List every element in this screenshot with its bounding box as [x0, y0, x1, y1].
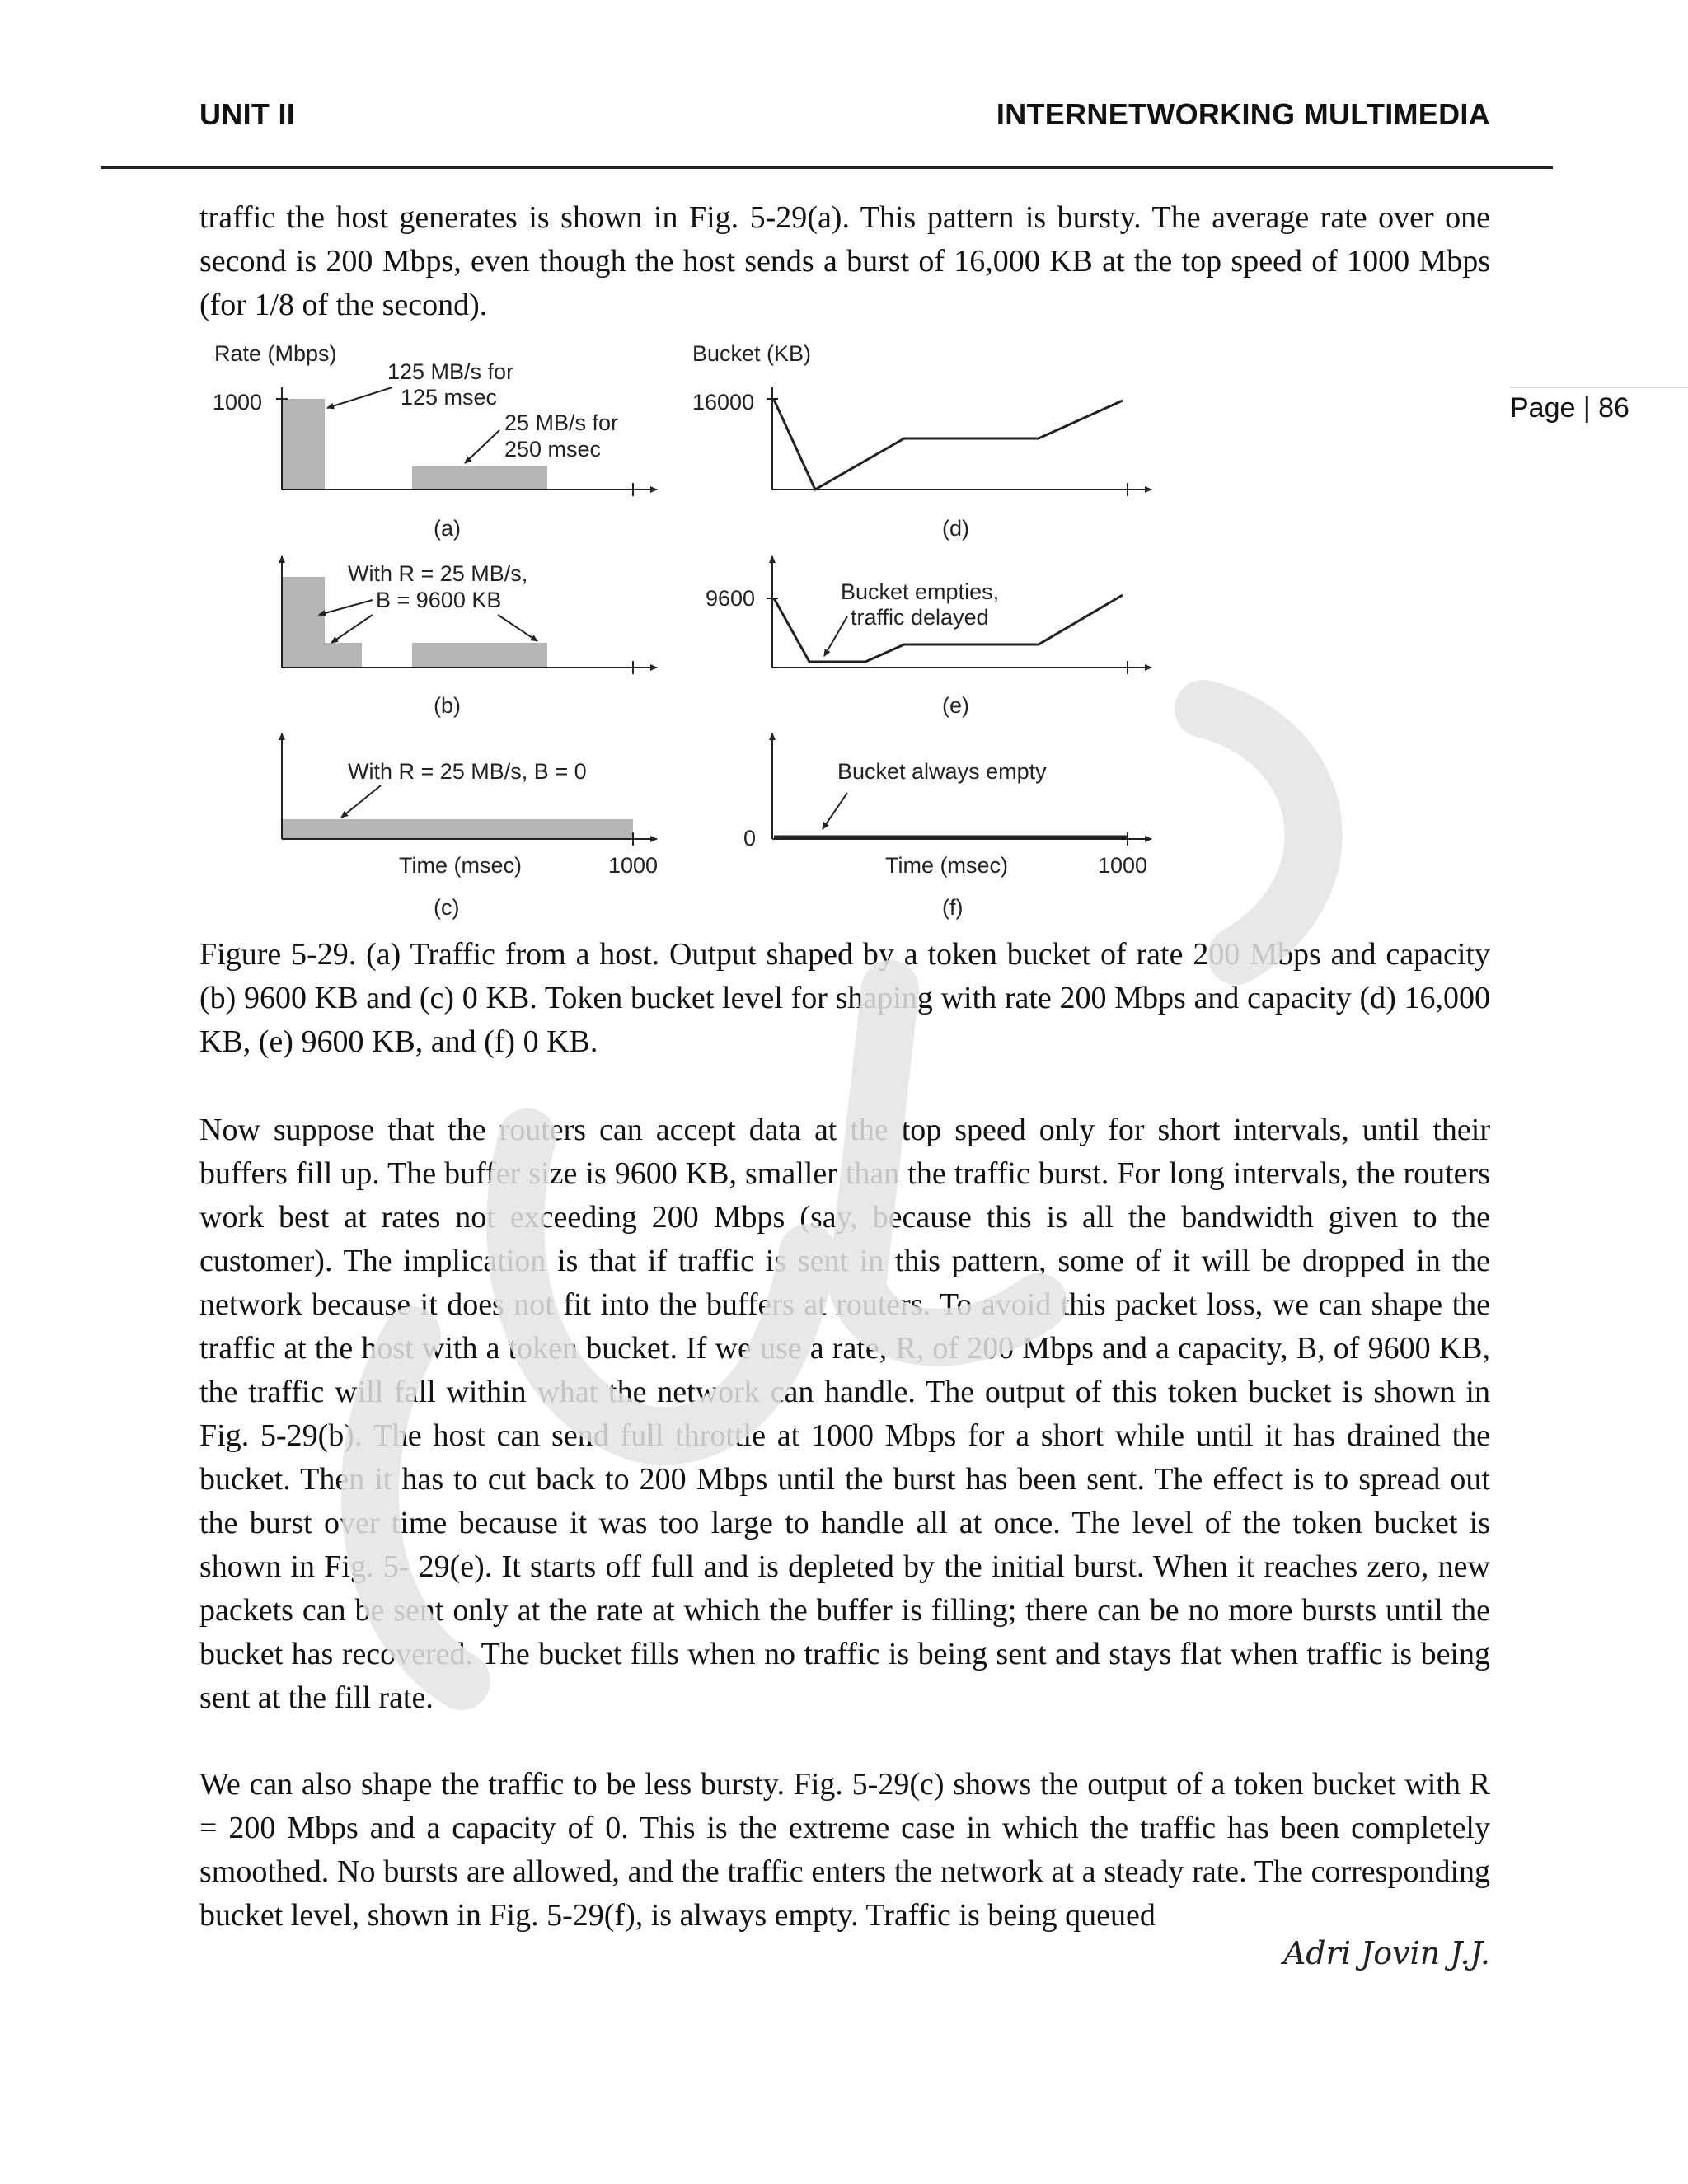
- bucket-axis-label: Bucket (KB): [692, 341, 812, 366]
- panel-a: [213, 341, 657, 541]
- paragraph-intro: traffic the host generates is shown in Fig. 5-29(a). This pattern is bursty. The average rate over one second is 200 Mbps, even though the host sends a burst of 16,000 KB at the top speed of 1000 Mbps (for 1/8 of the second).: [199, 200, 1490, 322]
- panel-d-bucket-line: [774, 400, 1123, 490]
- header-divider: [101, 166, 1553, 169]
- panel-f-xlabel: Time (msec): [885, 853, 1008, 878]
- panel-c-steady-bar: [282, 819, 633, 839]
- panel-c-xlabel: Time (msec): [399, 853, 522, 878]
- panel-b-low-rate-bar: [412, 643, 547, 668]
- rate-axis-label: Rate (Mbps): [214, 341, 337, 366]
- panel-f-sublabel: (f): [942, 895, 964, 920]
- panel-e-arrow: [824, 616, 847, 656]
- panel-e: [706, 556, 1151, 718]
- paragraph-token-bucket: Now suppose that the routers can accept data at the top speed only for short intervals, until their buffers fill up. The buffer size is 9600 KB, smaller than the traffic burst. For long intervals, the routers work best at rates not exceeding 200 Mbps (say, because this is all the bandwidth given to the customer). The implication is that if traffic is sent in this pattern, some of it will be dropped in the network because it does not fit into the buffers at routers. To avoid this packet loss, we can shape the traffic at the host with a token bucket. If we use a rate, R, of 200 Mbps and a capacity, B, of 9600 KB, the traffic will fall within what the network can handle. The output of this token bucket is shown in Fig. 5-29(b). The host can send full throttle at 1000 Mbps for a short while until it has drained the bucket. Then it has to cut back to 200 Mbps until the burst has been sent. The effect is to spread out the burst over time because it was too large to handle all at once. The level of the token bucket is shown in Fig. 5- 29(e). It starts off full and is depleted by the initial burst. When it reaches zero, new packets can be sent only at the rate at which the buffer is filling; there can be no more bursts until the bucket has recovered. The bucket fills when no traffic is being sent and stays flat when traffic is being sent at the fill rate.: [199, 1113, 1490, 1715]
- panel-f-ytick: 0: [743, 826, 757, 851]
- panel-e-note-line2: traffic delayed: [851, 605, 989, 630]
- author-signature: Adri Jovin J.J.: [1282, 1935, 1490, 1971]
- panel-b-drain-bar: [325, 643, 362, 668]
- panel-b-burst-bar: [282, 577, 325, 668]
- panel-b-arrow3: [498, 615, 537, 641]
- panel-a-note2-line2: 250 msec: [504, 437, 602, 462]
- panel-a-ytick: 1000: [213, 390, 263, 415]
- figure-caption: Figure 5-29. (a) Traffic from a host. Output shaped by a token bucket of rate 200 Mbps and capacity (b) 9600 KB and (c) 0 KB. Token bucket level for shaping with rate 200 Mbps and capacity (d) 16,000 KB, (e) 9600 KB, and (f) 0 KB.: [199, 937, 1490, 1059]
- panel-c-sublabel: (c): [434, 895, 460, 920]
- header-unit: UNIT II: [199, 97, 296, 131]
- figure-5-29: [199, 330, 1221, 923]
- panel-b-note-line2: B = 9600 KB: [376, 588, 502, 612]
- panel-a-note1-line1: 125 MB/s for: [387, 359, 514, 384]
- panel-d-sublabel: (d): [942, 516, 969, 541]
- panel-c: [282, 733, 658, 920]
- panel-a-burst-bar: [282, 399, 325, 490]
- panel-f-arrow: [823, 793, 847, 829]
- panel-e-sublabel: (e): [942, 693, 969, 718]
- panel-a-low-rate-bar: [412, 466, 547, 490]
- panel-e-note-line1: Bucket empties,: [841, 579, 1000, 604]
- page-number-divider: [1510, 387, 1688, 388]
- panel-e-ytick: 9600: [706, 586, 756, 611]
- panel-b: [282, 556, 657, 718]
- panel-a-note2-line1: 25 MB/s for: [504, 410, 619, 435]
- header-title: INTERNETWORKING MULTIMEDIA: [996, 97, 1490, 131]
- panel-b-sublabel: (b): [434, 693, 461, 718]
- panel-a-note1-line2: 125 msec: [401, 385, 498, 410]
- panel-f: [743, 733, 1151, 920]
- panel-b-arrow2: [331, 615, 373, 643]
- panel-b-note-line1: With R = 25 MB/s,: [348, 561, 528, 586]
- panel-a-arrow1: [327, 387, 392, 408]
- page-number: Page | 86: [1510, 392, 1629, 424]
- paragraph-smoothing: We can also shape the traffic to be less bursty. Fig. 5-29(c) shows the output of a token bucket with R = 200 Mbps and a capacity of 0. This is the extreme case in which the traffic has been completely smoothed. No bursts are allowed, and the traffic enters the network at a steady rate. The corresponding bucket level, shown in Fig. 5-29(f), is always empty. Traffic is being queued: [199, 1767, 1490, 1933]
- panel-c-note: With R = 25 MB/s, B = 0: [348, 759, 587, 784]
- panel-a-sublabel: (a): [434, 516, 461, 541]
- panel-a-arrow2: [465, 430, 499, 463]
- panel-b-arrow1: [319, 600, 373, 615]
- panel-f-note: Bucket always empty: [837, 759, 1047, 784]
- panel-d-ytick: 16000: [692, 390, 755, 415]
- panel-c-xtick-end: 1000: [608, 853, 659, 878]
- panel-d: [692, 341, 1151, 541]
- panel-c-arrow: [341, 785, 381, 818]
- panel-f-xtick-end: 1000: [1098, 853, 1148, 878]
